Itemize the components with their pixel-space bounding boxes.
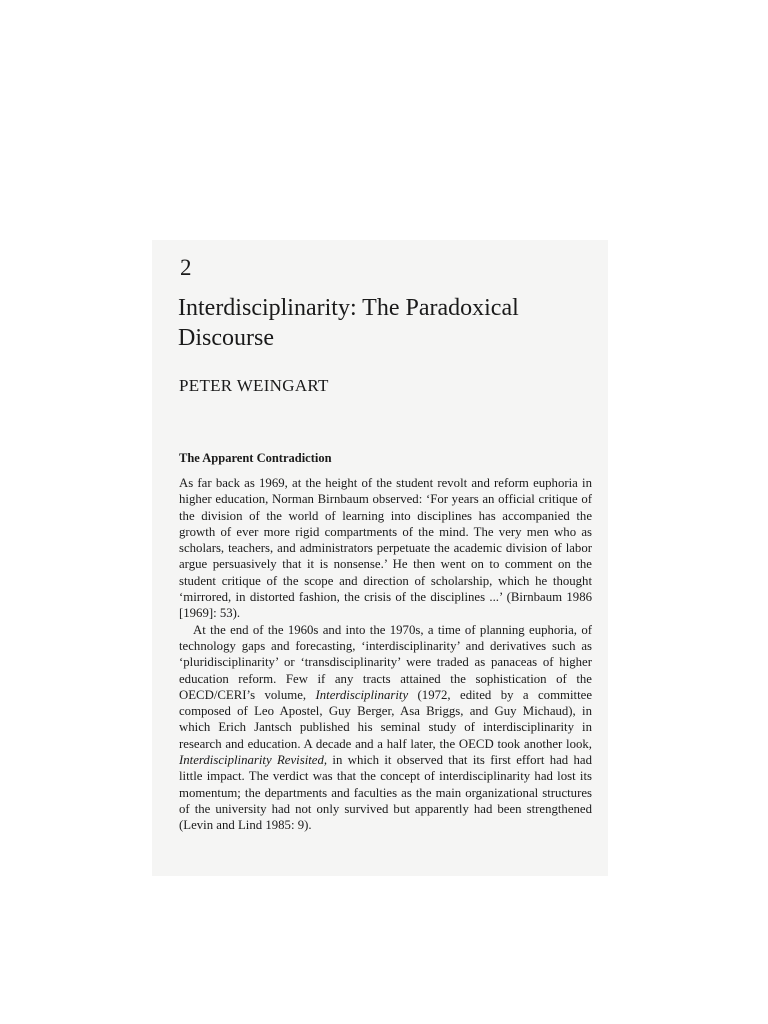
- chapter-number: 2: [180, 255, 192, 280]
- chapter-title: Interdisciplinarity: The Paradoxical Discourse: [178, 295, 519, 351]
- section-heading: The Apparent Contradiction: [179, 451, 332, 465]
- paragraph-2-text-part-2: (1972, edited by a committee composed of Leo Apostel, Guy Berger, Asa Briggs, and Guy Michaud), in which Erich Jantsch published his seminal study of interdisciplinarity in research and education. A decade and a half later, the OECD took another look,: [179, 687, 592, 751]
- paragraph-1-text: As far back as 1969, at the height of the student revolt and reform euphoria in higher education, Norman Birnbaum observed: ‘For years an official critique of the division of the world of learning into disciplines has accompanied the growth of ever more rigid compartments of the mind. The very men who as scholars, teachers, and administrators perpetuate the academic division of labor argue persuasively that it is nonsense.’ He then went on to comment on the student critique of the scope and direction of scholarship, which he thought ‘mirrored, in distorted fashion, the crisis of the disciplines ...’ (Birnbaum 1986 [1969]: 53).: [179, 476, 592, 621]
- book-title-interdisciplinarity-revisited: Interdisciplinarity Revisited,: [179, 753, 328, 768]
- body-text: [179, 475, 592, 834]
- chapter-author: PETER WEINGART: [179, 376, 329, 395]
- paragraph-2-text-part-3: in which it observed that its first effort had had little impact. The verdict was that the concept of interdisciplinarity had lost its momentum; the departments and faculties as the main organizational structures of the university had not only survived but apparently had been strengthened (Levin and Lind 1985: 9).: [179, 753, 593, 833]
- paragraph-2-text-part-1: At the end of the 1960s and into the 1970s, a time of planning euphoria, of technology gaps and forecasting, ‘interdisciplinarity’ and derivatives such as ‘pluridisciplinarity’ or ‘transdisciplinarity’ were traded as panaceas of higher education reform. Few if any tracts attained the sophistication of the OECD/CERI’s volume,: [179, 622, 592, 702]
- book-title-interdisciplinarity: Interdisciplinarity: [315, 687, 409, 702]
- paragraph-1: [179, 475, 592, 622]
- paragraph-2: [179, 622, 592, 834]
